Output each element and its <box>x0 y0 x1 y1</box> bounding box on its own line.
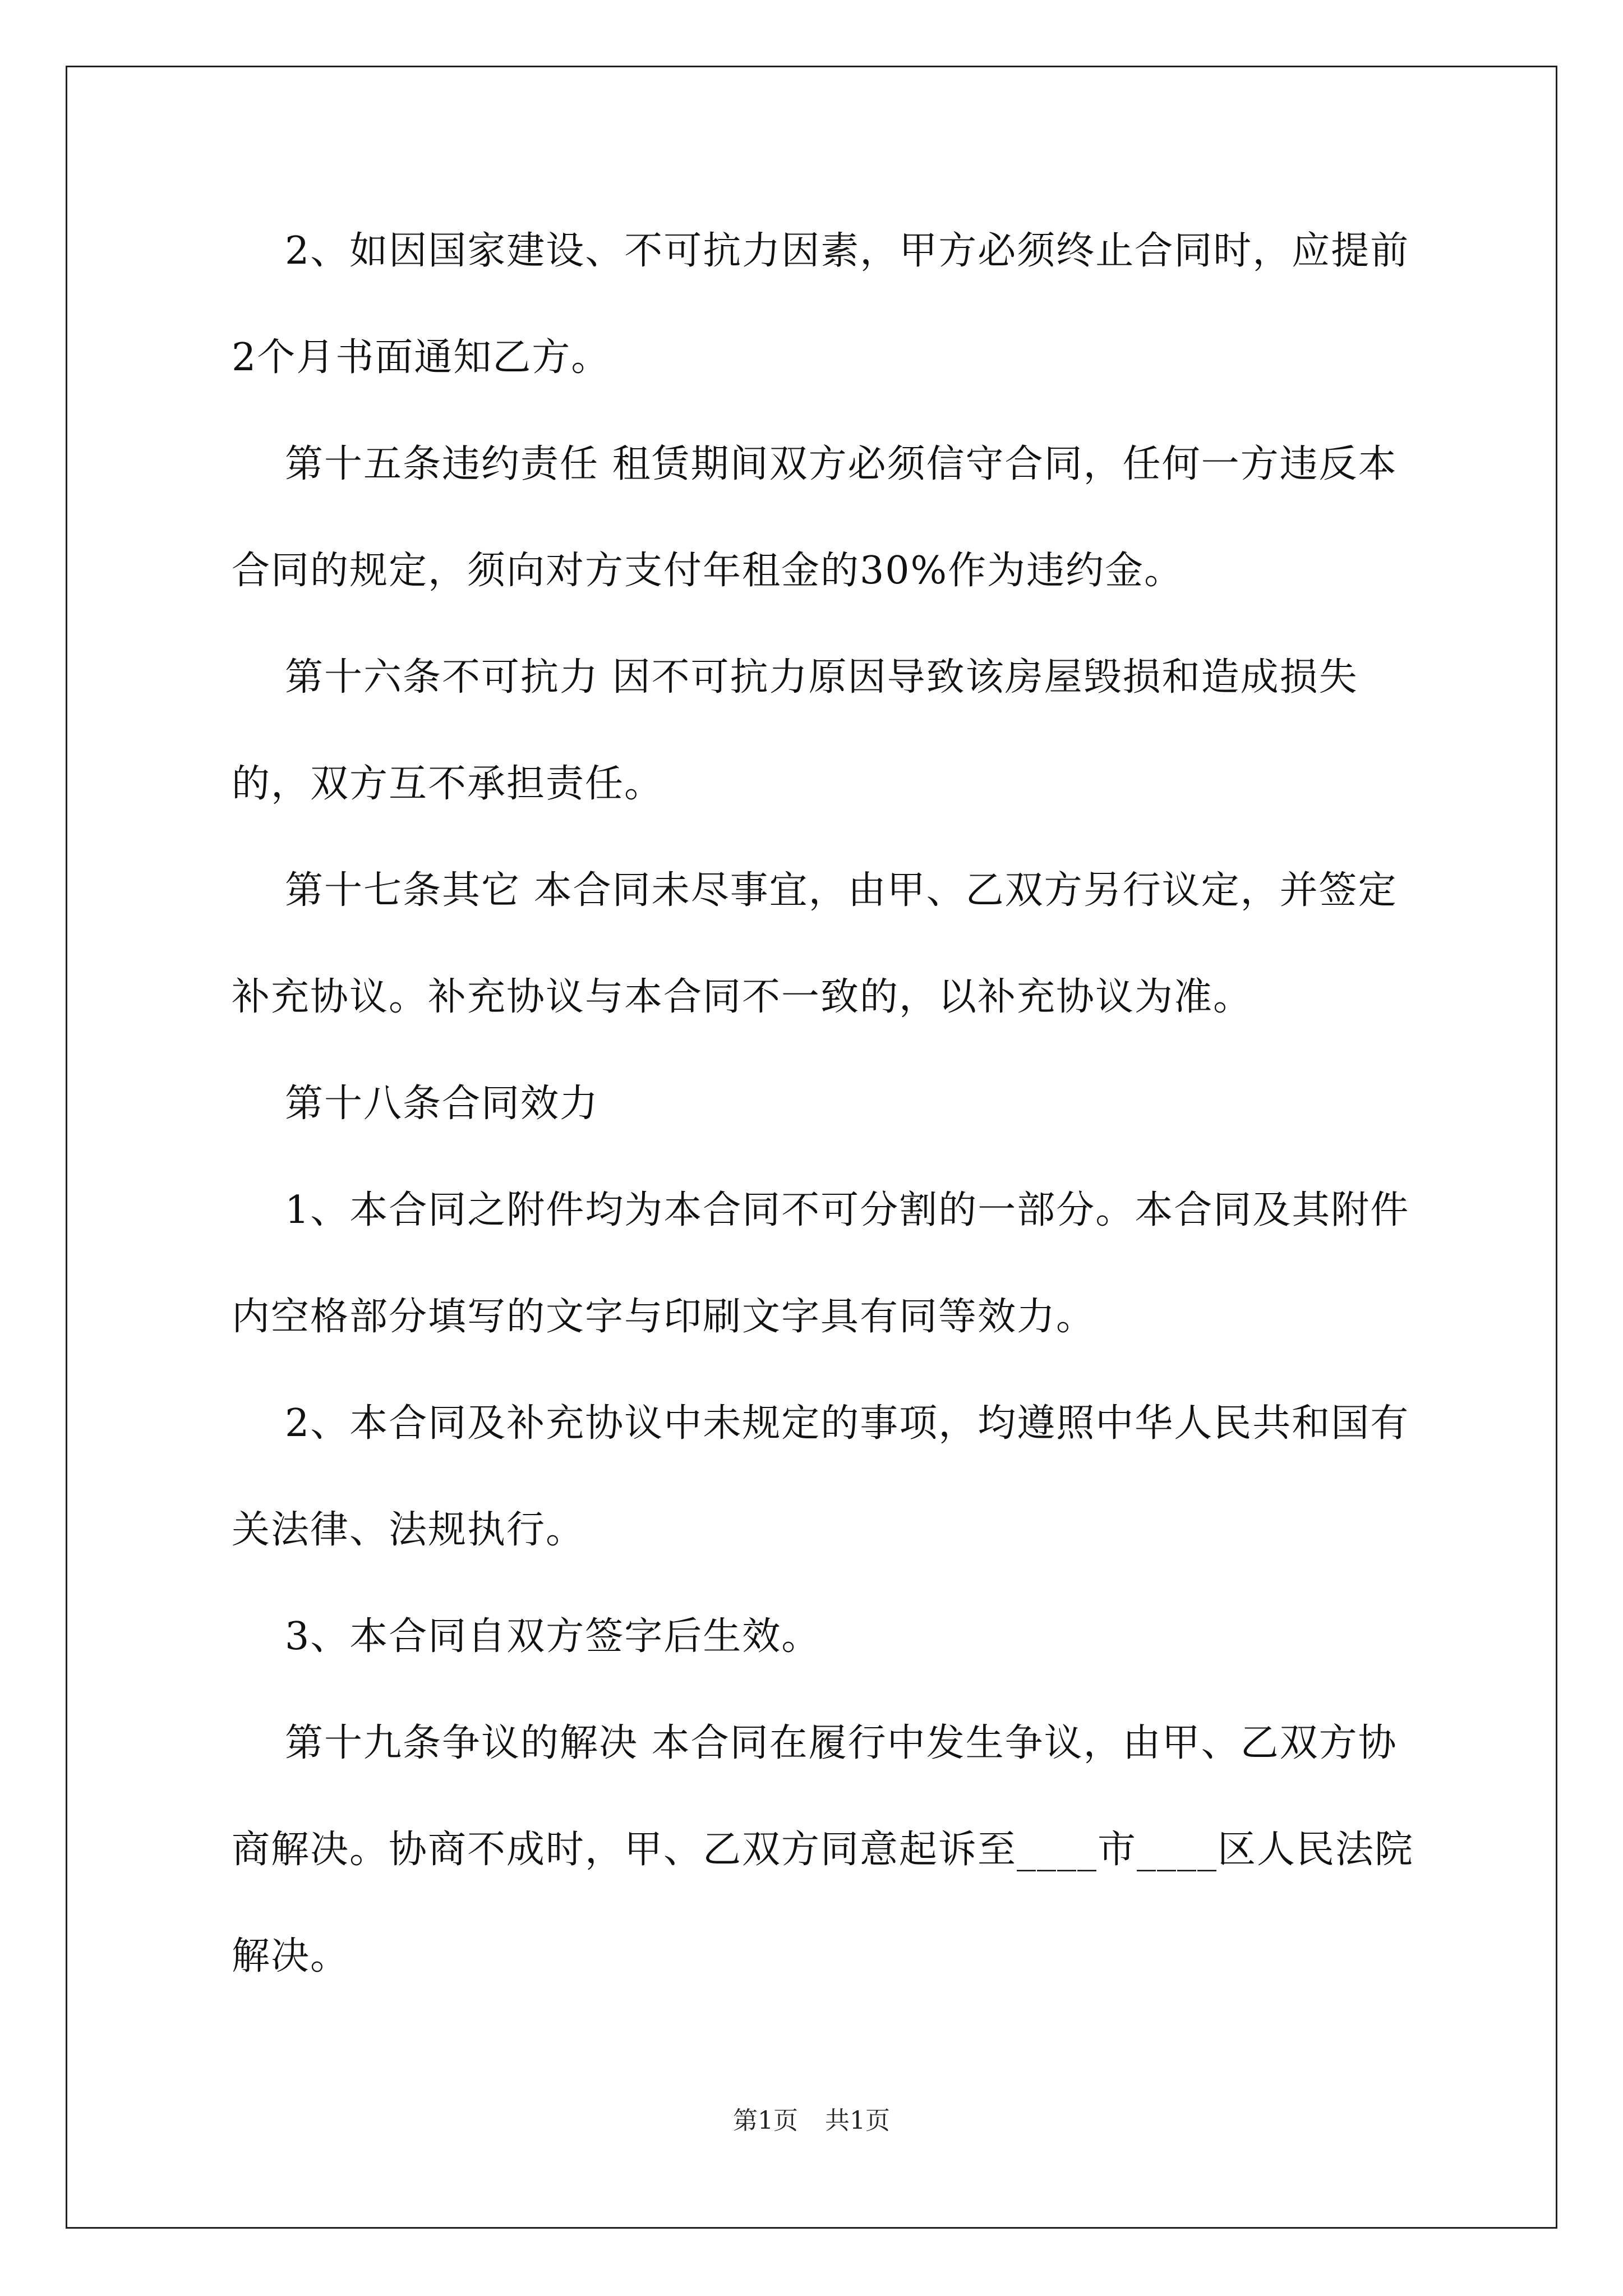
paragraph: 第十七条其它 本合同未尽事宜，由甲、乙双方另行议定，并签定补充协议。补充协议与本合同不一致的，以补充协议为准。 <box>232 868 1398 1019</box>
document-body <box>232 198 1432 2010</box>
paragraph: 第十九条争议的解决 本合同在履行中发生争议，由甲、乙双方协商解决。协商不成时，甲、乙双方同意起诉至____市____区人民法院解决。 <box>232 1721 1414 1978</box>
paragraph: 2、本合同及补充协议中未规定的事项，均遵照中华人民共和国有关法律、法规执行。 <box>232 1401 1410 1552</box>
paragraph: 2、如因国家建设、不可抗力因素，甲方必须终止合同时，应提前2个月书面通知乙方。 <box>232 229 1410 380</box>
paragraph: 第十五条违约责任 租赁期间双方必须信守合同，任何一方违反本合同的规定，须向对方支付年租金的30%作为违约金。 <box>232 442 1398 593</box>
page-number-total: 共1页 <box>825 2106 890 2135</box>
paragraph: 1、本合同之附件均为本合同不可分割的一部分。本合同及其附件内空格部分填写的文字与印刷文字具有同等效力。 <box>232 1188 1410 1339</box>
paragraph: 3、本合同自双方签字后生效。 <box>285 1614 821 1659</box>
page-footer <box>0 2100 1623 2136</box>
paragraph: 第十八条合同效力 <box>285 1082 600 1126</box>
paragraph: 第十六条不可抗力 因不可抗力原因导致该房屋毁损和造成损失的，双方互不承担责任。 <box>232 655 1358 806</box>
page-number-current: 第1页 <box>733 2106 798 2135</box>
